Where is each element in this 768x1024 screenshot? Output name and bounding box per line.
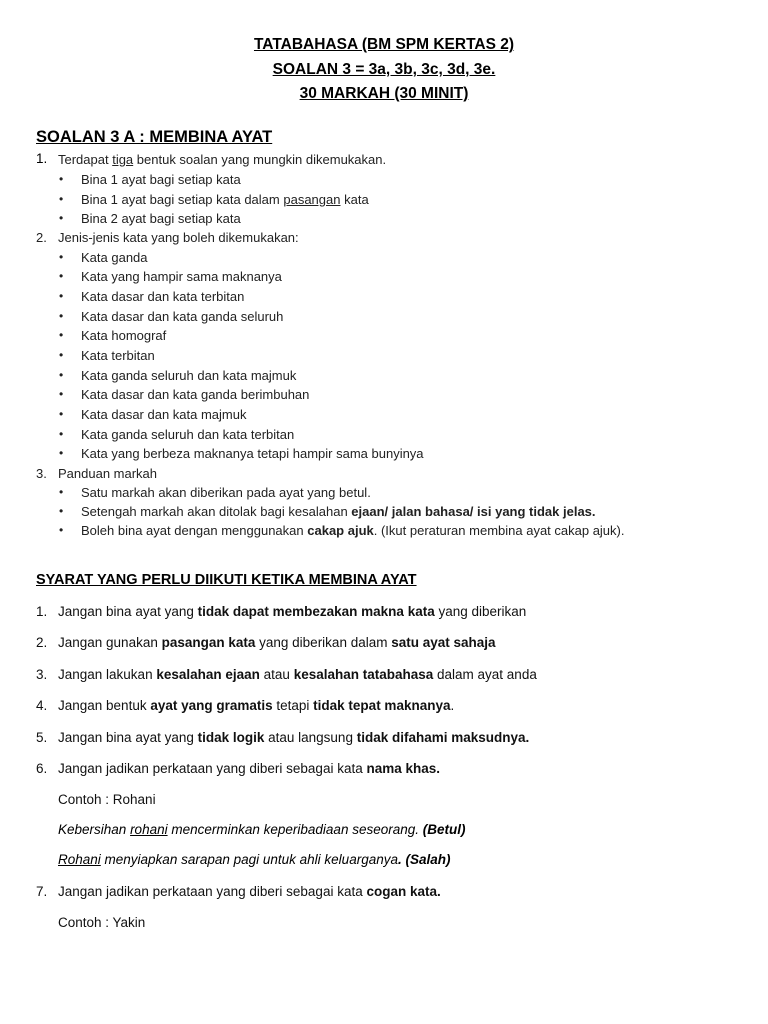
item2-text: Jenis-jenis kata yang boleh dikemukakan: bbox=[58, 230, 299, 245]
rule-number: 5. bbox=[36, 730, 48, 745]
bullet-item: • Bina 2 ayat bagi setiap kata bbox=[81, 211, 241, 226]
document-marks-line: 30 MARKAH (30 MINIT) bbox=[299, 85, 469, 102]
rule-text: Jangan bentuk ayat yang gramatis tetapi tidak tepat maknanya. bbox=[58, 698, 455, 713]
bullet-item: • Kata yang hampir sama maknanya bbox=[81, 269, 282, 284]
item-number: 3. bbox=[36, 466, 47, 481]
rule-text: Jangan jadikan perkataan yang diberi sebagai kata cogan kata. bbox=[58, 884, 441, 899]
item3-text: Panduan markah bbox=[58, 466, 158, 481]
bullet-item: • Kata yang berbeza maknanya tetapi hampir sama bunyinya bbox=[81, 446, 424, 461]
example-sentence-wrong: Rohani menyiapkan sarapan pagi untuk ahli keluarganya. (Salah) bbox=[58, 852, 451, 867]
example-label: Contoh : Rohani bbox=[58, 792, 156, 807]
rule-number: 4. bbox=[36, 698, 48, 713]
item-number: 1. bbox=[36, 151, 48, 166]
bullet-item: • Bina 1 ayat bagi setiap kata dalam pasangan kata bbox=[81, 192, 369, 207]
rule-number: 6. bbox=[36, 761, 48, 776]
example-sentence-correct: Kebersihan rohani mencerminkan keperibadiaan seseorang. (Betul) bbox=[58, 822, 466, 837]
syarat-heading: SYARAT YANG PERLU DIIKUTI KETIKA MEMBINA AYAT bbox=[36, 572, 417, 588]
bullet-item: • Kata homograf bbox=[81, 328, 166, 343]
bullet-item: • Bina 1 ayat bagi setiap kata bbox=[81, 172, 241, 187]
bullet-item: • Kata dasar dan kata ganda seluruh bbox=[81, 309, 283, 324]
rule-number: 2. bbox=[36, 635, 48, 650]
rule-text: Jangan jadikan perkataan yang diberi sebagai kata nama khas. bbox=[58, 761, 441, 776]
bullet-item: • Boleh bina ayat dengan menggunakan cakap ajuk. (Ikut peraturan membina ayat cakap ajuk). bbox=[81, 523, 624, 538]
bullet-item: • Kata dasar dan kata terbitan bbox=[81, 289, 244, 304]
bullet-item: • Setengah markah akan ditolak bagi kesalahan ejaan/ jalan bahasa/ isi yang tidak jelas. bbox=[81, 504, 596, 519]
document-title: TATABAHASA (BM SPM KERTAS 2) bbox=[253, 36, 515, 53]
bullet-item: • Kata ganda seluruh dan kata majmuk bbox=[81, 368, 296, 383]
rule-text: Jangan bina ayat yang tidak logik atau langsung tidak difahami maksudnya. bbox=[58, 730, 530, 745]
section-a-heading: SOALAN 3 A : MEMBINA AYAT bbox=[36, 128, 273, 146]
bullet-item: • Kata terbitan bbox=[81, 348, 155, 363]
bullet-item: • Kata ganda seluruh dan kata terbitan bbox=[81, 427, 294, 442]
rule-text: Jangan lakukan kesalahan ejaan atau kesalahan tatabahasa dalam ayat anda bbox=[58, 667, 537, 682]
bullet-item: • Kata ganda bbox=[81, 250, 148, 265]
item-number: 2. bbox=[36, 230, 47, 245]
bullet-item: • Kata dasar dan kata majmuk bbox=[81, 407, 246, 422]
rule-number: 7. bbox=[36, 884, 48, 899]
item1-text: Terdapat tiga bentuk soalan yang mungkin dikemukakan. bbox=[58, 152, 387, 167]
rule-number: 1. bbox=[36, 604, 48, 619]
bullet-item: • Satu markah akan diberikan pada ayat yang betul. bbox=[81, 485, 371, 500]
rule-number: 3. bbox=[36, 667, 48, 682]
bullet-item: • Kata dasar dan kata ganda berimbuhan bbox=[81, 387, 309, 402]
document-subtitle: SOALAN 3 = 3a, 3b, 3c, 3d, 3e. bbox=[272, 61, 496, 78]
rule-text: Jangan bina ayat yang tidak dapat membezakan makna kata yang diberikan bbox=[58, 604, 527, 619]
example-label: Contoh : Yakin bbox=[58, 915, 146, 930]
rule-text: Jangan gunakan pasangan kata yang diberikan dalam satu ayat sahaja bbox=[58, 635, 496, 650]
